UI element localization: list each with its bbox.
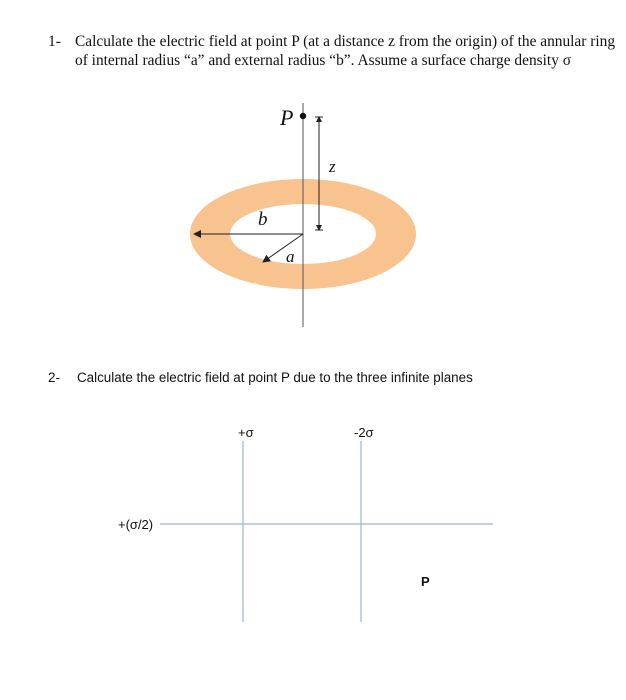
question-1-line-2: of internal radius “a” and external radius “b”. Assume a surface charge density σ [75, 52, 572, 69]
label-a: a [286, 247, 295, 266]
label-plane-plus-sigma: +σ [238, 425, 254, 440]
label-plane-minus-2sigma: -2σ [354, 425, 374, 440]
question-1-number: 1- [48, 33, 61, 50]
question-2-number: 2- [48, 370, 60, 385]
label-point-p: P [421, 574, 430, 589]
label-p: P [280, 105, 294, 130]
label-plane-plus-half-sigma: +(σ/2) [118, 517, 154, 532]
label-b: b [258, 209, 268, 230]
label-z: z [329, 157, 336, 176]
question-1-line-1: Calculate the electric field at point P (at a distance z from the origin) of the annular ring [75, 33, 616, 50]
question-2-text: Calculate the electric field at point P due to the three infinite planes [77, 370, 473, 385]
